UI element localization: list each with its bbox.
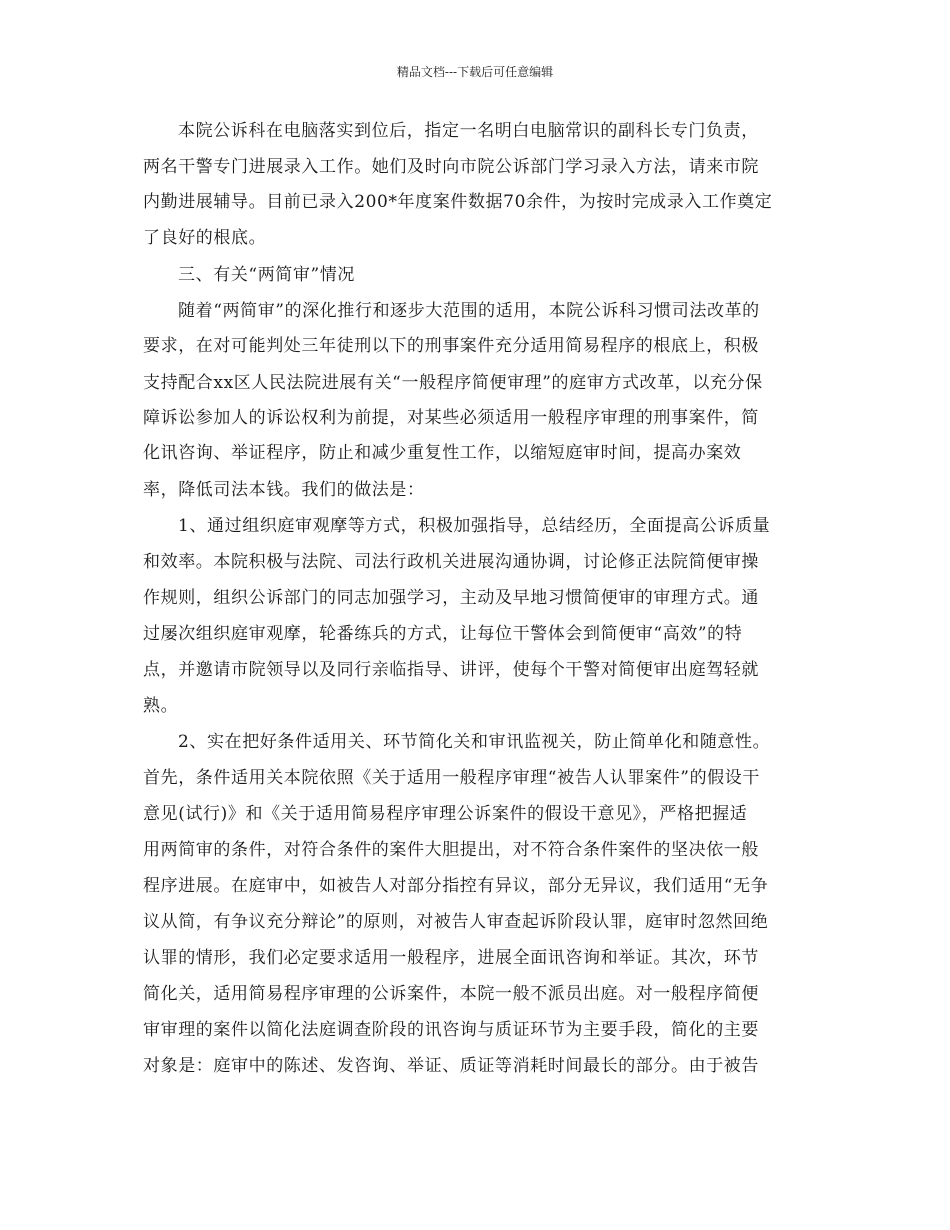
- paragraph-line: 点，并邀请市院领导以及同行亲临指导、讲评，使每个干警对简便审出庭驾轻就: [143, 660, 759, 680]
- paragraph-line: 率，降低司法本钱。我们的做法是：: [143, 480, 425, 500]
- paragraph-line: 随着“两简审”的深化推行和逐步大范围的适用，本院公诉科习惯司法改革的: [178, 301, 760, 321]
- paragraph-line: 1、通过组织庭审观摩等方式，积极加强指导，总结经历，全面提高公诉质量: [178, 516, 771, 536]
- section-heading: 三、有关“两简审”情况: [178, 265, 355, 285]
- paragraph-line: 和效率。本院积极与法院、司法行政机关进展沟通协调，讨论修正法院简便审操: [143, 552, 759, 572]
- paragraph-line: 熟。: [143, 696, 179, 716]
- paragraph-line: 程序进展。在庭审中，如被告人对部分指控有异议，部分无异议，我们适用“无争: [143, 876, 769, 896]
- paragraph-line: 内勤进展辅导。目前已录入200*年度案件数据70余件，为按时完成录入工作奠定: [143, 192, 773, 212]
- paragraph-line: 2、实在把好条件适用关、环节简化关和审讯监视关，防止简单化和随意性。: [178, 732, 771, 752]
- paragraph-line: 议从简，有争议充分辩论”的原则，对被告人审查起诉阶段认罪，庭审时忽然回绝: [143, 912, 769, 932]
- paragraph-line: 首先，条件适用关本院依照《关于适用一般程序审理“被告人认罪案件”的假设干: [143, 768, 760, 788]
- paragraph-line: 认罪的情形，我们必定要求适用一般程序，进展全面讯咨询和举证。其次，环节: [143, 948, 759, 968]
- paragraph-line: 化讯咨询、举证程序，防止和减少重复性工作，以缩短庭审时间，提高办案效: [143, 443, 742, 463]
- paragraph-line: 本院公诉科在电脑落实到位后，指定一名明白电脑常识的副科长专门负责，: [178, 121, 759, 141]
- paragraph-line: 障诉讼参加人的诉讼权利为前提，对某些必须适用一般程序审理的刑事案件，简: [143, 408, 759, 428]
- paragraph-line: 过屡次组织庭审观摩，轮番练兵的方式，让每位干警体会到简便审“高效”的特: [143, 624, 743, 644]
- paragraph-line: 支持配合xx区人民法院进展有关“一般程序简便审理”的庭审方式改革，以充分保: [143, 373, 763, 393]
- paragraph-line: 了良好的根底。: [143, 228, 267, 248]
- paragraph-line: 意见(试行)》和《关于适用简易程序审理公诉案件的假设干意见》，严格把握适: [143, 804, 748, 824]
- paragraph-line: 对象是：庭审中的陈述、发咨询、举证、质证等消耗时间最长的部分。由于被告: [143, 1056, 759, 1076]
- paragraph-line: 简化关，适用简易程序审理的公诉案件，本院一般不派员出庭。对一般程序简便: [143, 984, 759, 1004]
- paragraph-line: 要求，在对可能判处三年徒刑以下的刑事案件充分适用简易程序的根底上，积极: [143, 336, 759, 356]
- page-header: 精品文档---下载后可任意编辑: [396, 65, 554, 79]
- paragraph-line: 用两简审的条件，对符合条件的案件大胆提出，对不符合条件案件的坚决依一般: [143, 840, 759, 860]
- paragraph-line: 两名干警专门进展录入工作。她们及时向市院公诉部门学习录入方法，请来市院: [143, 157, 759, 177]
- paragraph-line: 作规则，组织公诉部门的同志加强学习，主动及早地习惯简便审的审理方式。通: [143, 588, 759, 608]
- paragraph-line: 审审理的案件以简化法庭调查阶段的讯咨询与质证环节为主要手段，简化的主要: [143, 1020, 759, 1040]
